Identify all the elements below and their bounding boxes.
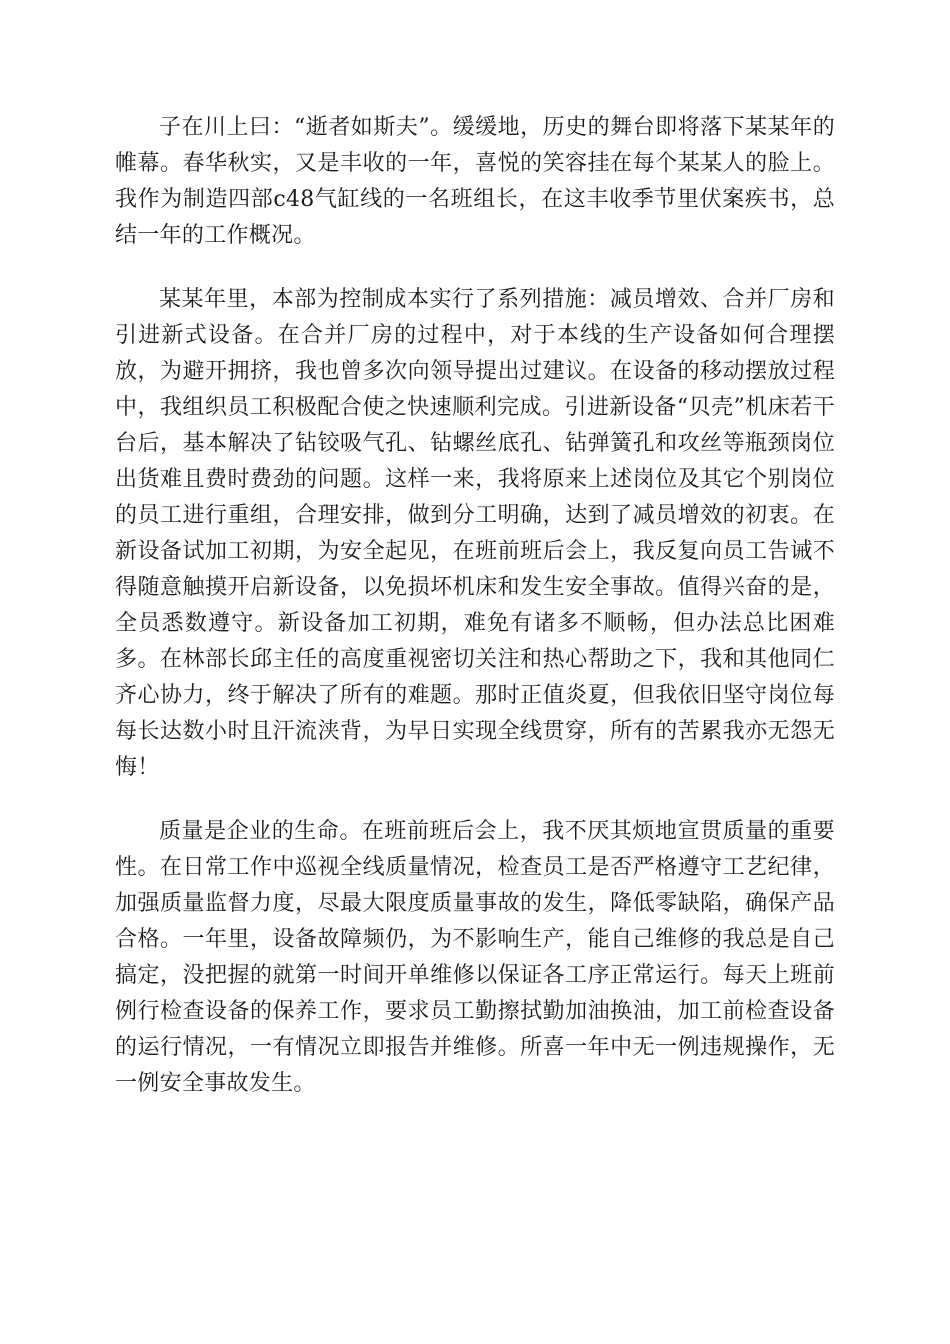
document-body [115, 110, 835, 1102]
paragraph-opening: 子在川上曰：“逝者如斯夫”。缓缓地，历史的舞台即将落下某某年的帷幕。春华秋实，又是丰收的一年，喜悦的笑容挂在每个某某人的脸上。我作为制造四部c48气缸线的一名班组长，在这丰收季节里伏案疾书，总结一年的工作概况。 [115, 115, 835, 248]
paragraph-quality: 质量是企业的生命。在班前班后会上，我不厌其烦地宣贯质量的重要性。在日常工作中巡视全线质量情况，检查员工是否严格遵守工艺纪律，加强质量监督力度，尽最大限度质量事故的发生，降低零缺陷，确保产品合格。一年里，设备故障频仍，为不影响生产，能自己维修的我总是自己搞定，没把握的就第一时间开单维修以保证各工序正常运行。每天上班前例行检查设备的保养工作，要求员工勤擦拭勤加油换油，加工前检查设备的运行情况，一有情况立即报告并维修。所喜一年中无一例违规操作，无一例安全事故发生。 [115, 819, 835, 1096]
paragraph-cost-control: 某某年里，本部为控制成本实行了系列措施：减员增效、合并厂房和引进新式设备。在合并厂房的过程中，对于本线的生产设备如何合理摆放，为避开拥挤，我也曾多次向领导提出过建议。在设备的移动摆放过程中，我组织员工积极配合使之快速顺利完成。引进新设备“贝壳”机床若干台后，基本解决了钻铰吸气孔、钻螺丝底孔、钻弹簧孔和攻丝等瓶颈岗位出货难且费时费劲的问题。这样一来，我将原来上述岗位及其它个别岗位的员工进行重组，合理安排，做到分工明确，达到了减员增效的初衷。在新设备试加工初期，为安全起见，在班前班后会上，我反复向员工告诫不得随意触摸开启新设备，以免损坏机床和发生安全事故。值得兴奋的是，全员悉数遵守。新设备加工初期，难免有诸多不顺畅，但办法总比困难多。在林部长邱主任的高度重视密切关注和热心帮助之下，我和其他同仁齐心协力，终于解决了所有的难题。那时正值炎夏，但我依旧坚守岗位每每长达数小时且汗流浃背，为早日实现全线贯穿，所有的苦累我亦无怨无悔！ [115, 287, 835, 780]
